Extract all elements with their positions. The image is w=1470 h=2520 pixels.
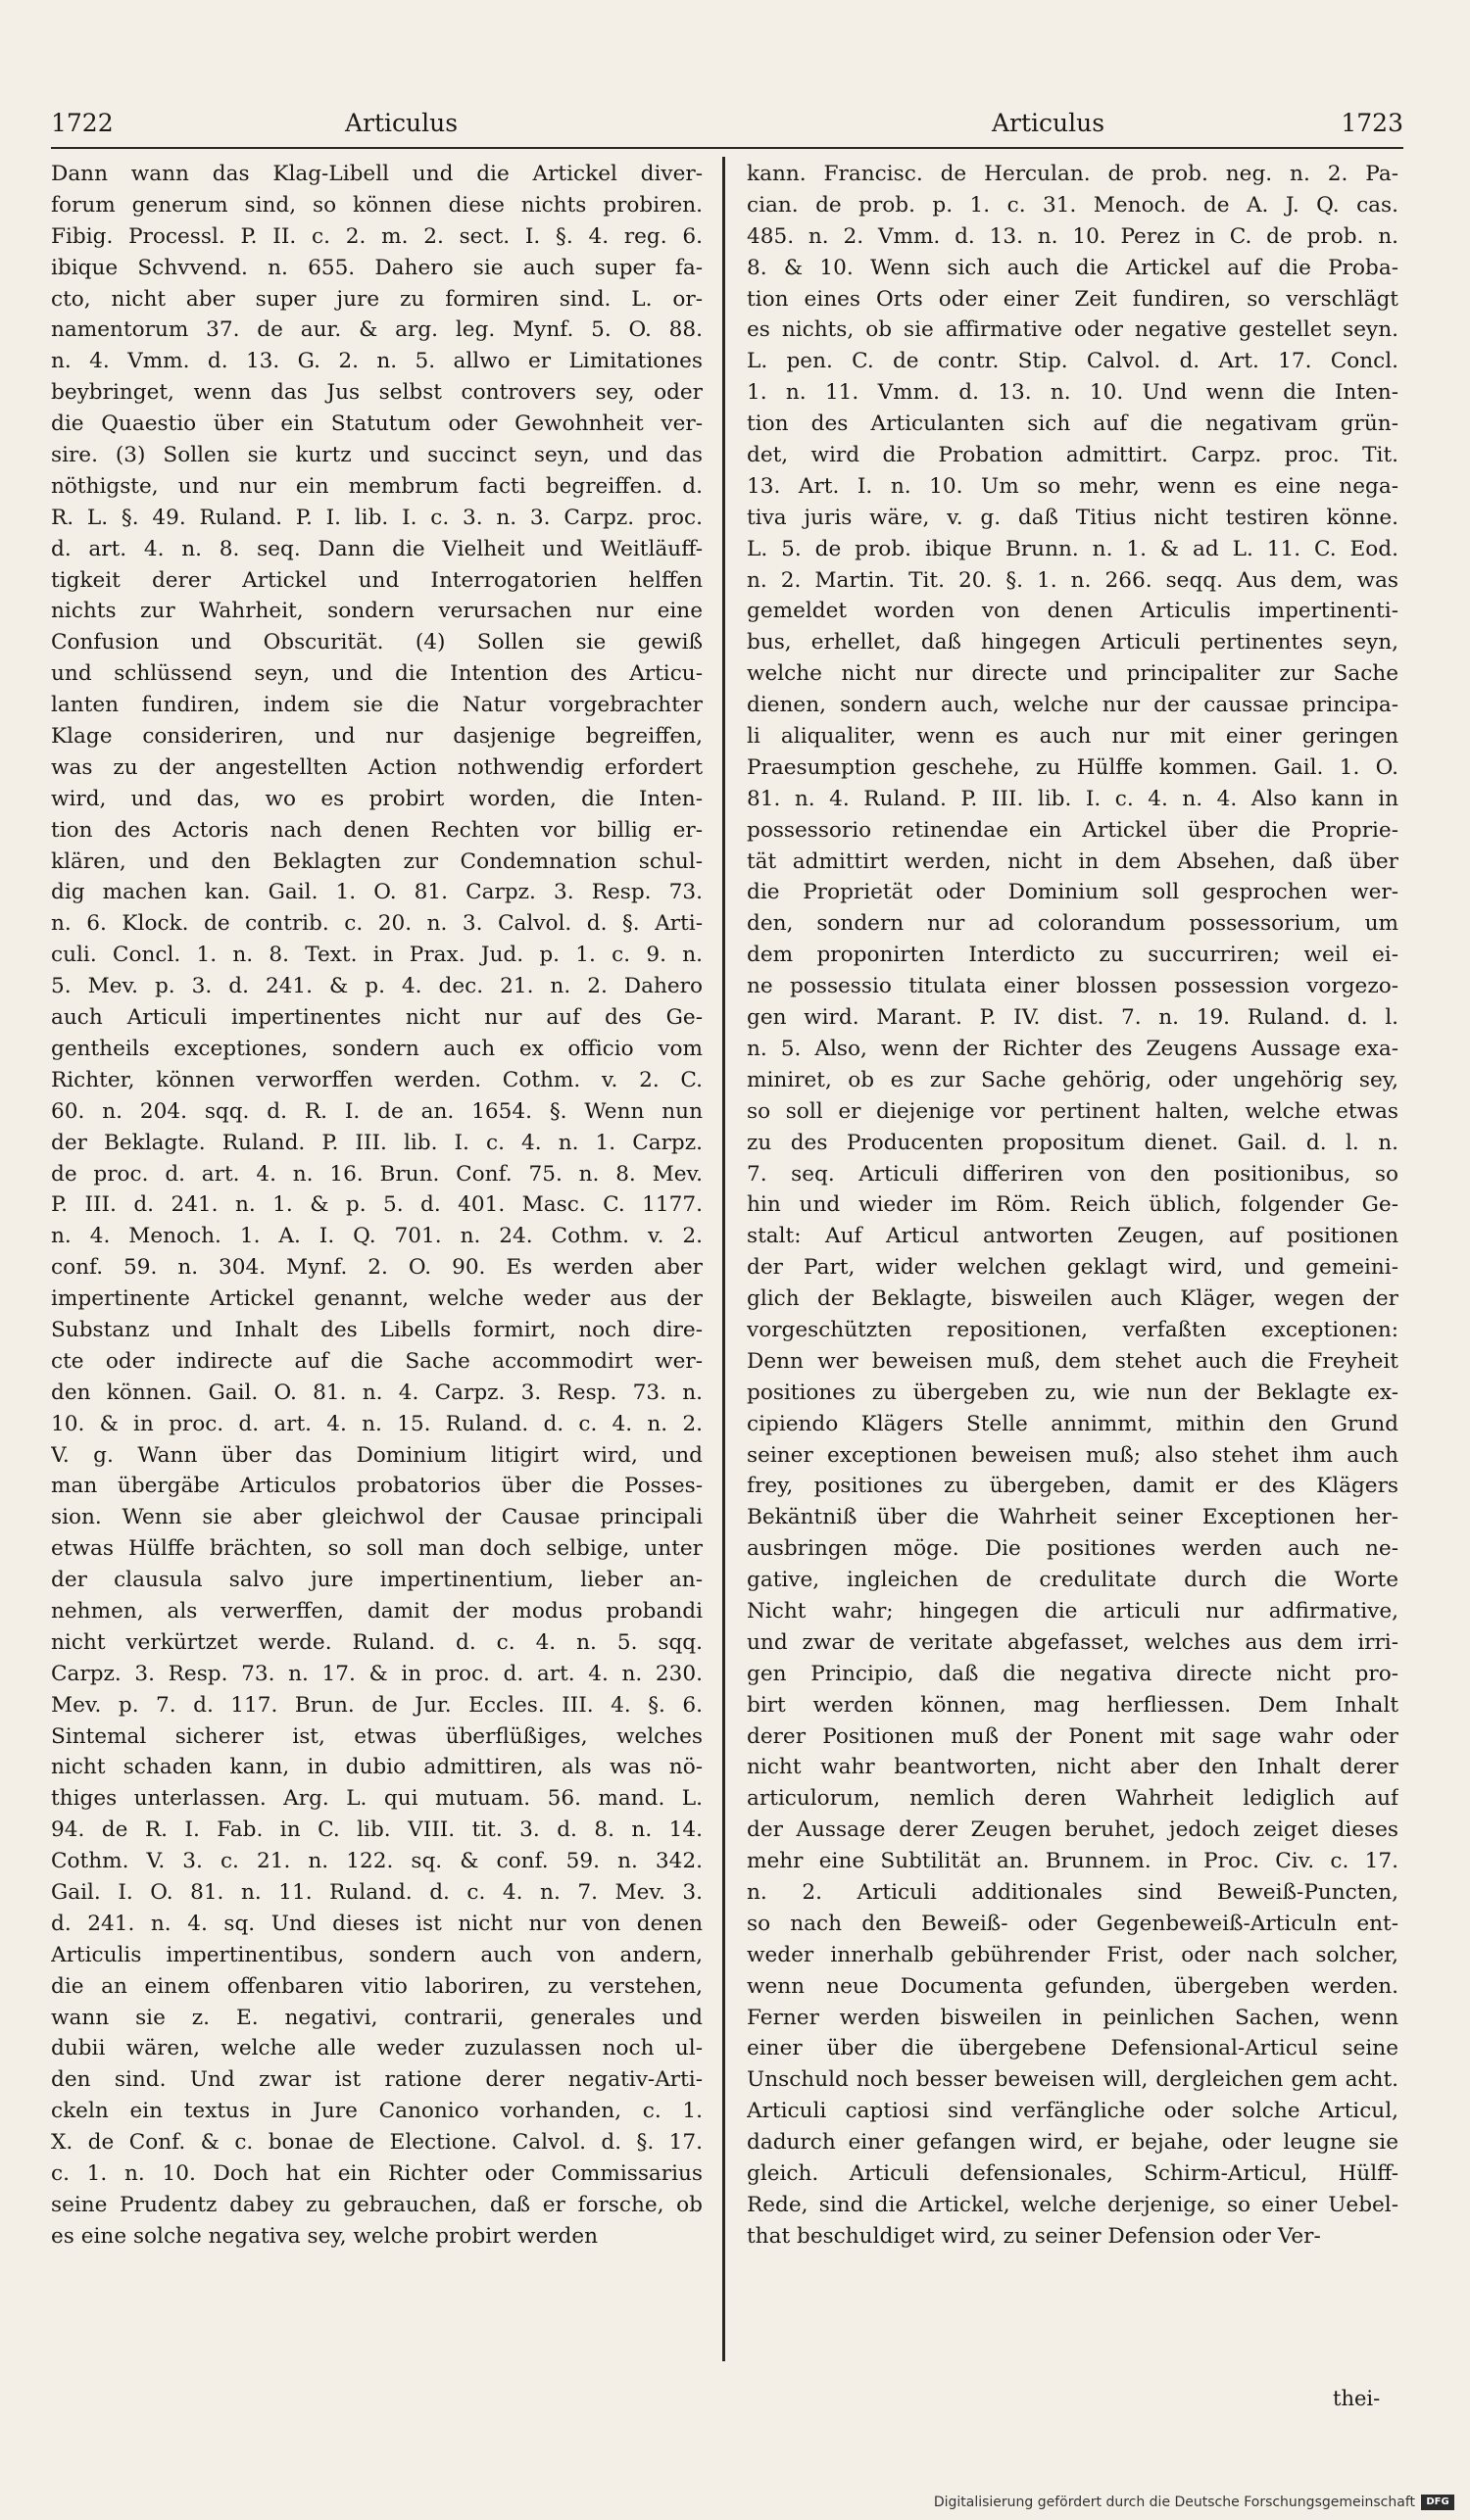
left-column-line: Gail. I. O. 81. n. 11. Ruland. d. c. 4. n. 7. Mev. 3. (51, 1879, 703, 1905)
right-column-line: nicht wahr beantworten, nicht aber den Inhalt derer (747, 1755, 1398, 1780)
header-rule (51, 147, 1403, 149)
left-column-line: Richter, können verworffen werden. Cothm. v. 2. C. (51, 1067, 703, 1092)
right-column-line: ausbringen möge. Die positiones werden auch ne- (747, 1536, 1398, 1562)
left-column-line: Articulis impertinentibus, sondern auch von andern, (51, 1942, 703, 1967)
right-column-line: bus, erhellet, daß hingegen Articuli pertinentes seyn, (747, 630, 1398, 655)
right-column-line: cipiendo Klägers Stelle annimmt, mithin den Grund (747, 1411, 1398, 1436)
left-column-line: Mev. p. 7. d. 117. Brun. de Jur. Eccles. III. 4. §. 6. (51, 1692, 703, 1718)
right-column-line: vorgeschützten repositionen, verfaßten exceptionen: (747, 1317, 1398, 1342)
left-column-line: Carpz. 3. Resp. 73. n. 17. & in proc. d. art. 4. n. 230. (51, 1661, 703, 1686)
right-column-line: L. 5. de prob. ibique Brunn. n. 1. & ad L. 11. C. Eod. (747, 536, 1398, 561)
right-column-line: so nach den Beweiß- oder Gegenbeweiß-Articuln ent- (747, 1911, 1398, 1936)
right-column-line: gleich. Articuli defensionales, Schirm-Articul, Hülff- (747, 2161, 1398, 2186)
dfg-logo: DFG (1421, 2495, 1454, 2510)
right-column-line: dienen, sondern auch, welche nur der caussae principa- (747, 693, 1398, 718)
left-column-line: 10. & in proc. d. art. 4. n. 15. Ruland. d. c. 4. n. 2. (51, 1411, 703, 1436)
right-column-line: tät admittirt werden, nicht in dem Absehen, daß über (747, 848, 1398, 874)
left-column-line: sire. (3) Sollen sie kurtz und succinct seyn, und das (51, 443, 703, 468)
column-divider (722, 157, 725, 2361)
left-column-line: was zu der angestellten Action nothwendig erfordert (51, 754, 703, 780)
right-column-line: 13. Art. I. n. 10. Um so mehr, wenn es eine nega- (747, 473, 1398, 499)
right-column-line: es nichts, ob sie affirmative oder negative gestellet seyn. (747, 317, 1398, 343)
left-column-line: 94. de R. I. Fab. in C. lib. VIII. tit. 3. d. 8. n. 14. (51, 1817, 703, 1843)
left-column-line: den können. Gail. O. 81. n. 4. Carpz. 3. Resp. 73. n. (51, 1380, 703, 1405)
left-column-line: R. L. §. 49. Ruland. P. I. lib. I. c. 3. n. 3. Carpz. proc. (51, 505, 703, 530)
left-column-line: impertinente Artickel genannt, welche weder aus der (51, 1286, 703, 1312)
left-column-line: Sintemal sicherer ist, etwas überflüßiges, welches (51, 1723, 703, 1749)
left-column-line: seine Prudentz dabey zu gebrauchen, daß er forsche, ob (51, 2192, 703, 2217)
right-column-line: glich der Beklagte, bisweilen auch Kläger, wegen der (747, 1286, 1398, 1312)
left-column-line: n. 4. Menoch. 1. A. I. Q. 701. n. 24. Cothm. v. 2. (51, 1224, 703, 1249)
left-column-line: nicht schaden kann, in dubio admittiren, als was nö- (51, 1755, 703, 1780)
left-column-line: P. III. d. 241. n. 1. & p. 5. d. 401. Masc. C. 1177. (51, 1192, 703, 1218)
left-column-line: man übergäbe Articulos probatorios über die Posses- (51, 1474, 703, 1499)
right-column-line: 7. seq. Articuli differiren von den positionibus, so (747, 1161, 1398, 1187)
left-column-line: n. 4. Vmm. d. 13. G. 2. n. 5. allwo er Limitationes (51, 349, 703, 374)
left-column-line: Klage consideriren, und nur dasjenige begreiffen, (51, 724, 703, 750)
right-text-column (747, 159, 1398, 2253)
right-column-line: welche nicht nur directe und principaliter zur Sache (747, 661, 1398, 687)
left-column-line: Dann wann das Klag-Libell und die Artickel diver- (51, 162, 703, 186)
left-column-line: Substanz und Inhalt des Libells formirt, noch dire- (51, 1317, 703, 1342)
left-column-line: cte oder indirecte auf die Sache accommodirt wer- (51, 1348, 703, 1374)
left-column-line: Cothm. V. 3. c. 21. n. 122. sq. & conf. 59. n. 342. (51, 1849, 703, 1874)
right-column-line: positiones zu übergeben zu, wie nun der Beklagte ex- (747, 1380, 1398, 1405)
right-column-line: Praesumption geschehe, zu Hülffe kommen. Gail. 1. O. (747, 754, 1398, 780)
left-column-line: ibique Schvvend. n. 655. Dahero sie auch super fa- (51, 255, 703, 280)
left-column-line: tigkeit derer Artickel und Interrogatorien helffen (51, 567, 703, 593)
left-column-line: cto, nicht aber super jure zu formiren sind. L. or- (51, 286, 703, 312)
right-column-line: tion des Articulanten sich auf die negativam grün- (747, 412, 1398, 437)
right-column-line: stalt: Auf Articul antworten Zeugen, auf positionen (747, 1224, 1398, 1249)
left-column-line: der clausula salvo jure impertinentium, lieber an- (51, 1568, 703, 1593)
left-column-line: d. art. 4. n. 8. seq. Dann die Vielheit und Weitläuff- (51, 536, 703, 561)
left-column-line: klären, und den Beklagten zur Condemnation schul- (51, 848, 703, 874)
right-column-line: n. 2. Articuli additionales sind Beweiß-Puncten, (747, 1879, 1398, 1905)
page-number-left: 1722 (51, 109, 114, 137)
footer-credit: Digitalisierung gefördert durch die Deutsche Forschungsgemeinschaft (933, 2495, 1415, 2510)
right-column-line: Rede, sind die Artickel, welche derjenige, so einer Uebel- (747, 2192, 1398, 2217)
right-column-line: seiner exceptionen beweisen muß; also stehet ihm auch (747, 1442, 1398, 1468)
left-column-line: dig machen kan. Gail. 1. O. 81. Carpz. 3. Resp. 73. (51, 880, 703, 905)
right-column-line: zu des Producenten propositum dienet. Gail. d. l. n. (747, 1130, 1398, 1155)
left-column-line: Confusion und Obscurität. (4) Sollen sie gewiß (51, 630, 703, 655)
left-column-line: conf. 59. n. 304. Mynf. 2. O. 90. Es werden aber (51, 1255, 703, 1281)
left-column-line: den sind. Und zwar ist ratione derer negativ-Arti- (51, 2067, 703, 2093)
left-column-line: sion. Wenn sie aber gleichwol der Causae principali (51, 1505, 703, 1530)
right-column-line: so soll er diejenige vor pertinent halten, welche etwas (747, 1098, 1398, 1124)
right-column-line: Articuli captiosi sind verfängliche oder solche Articul, (747, 2099, 1398, 2124)
right-column-line: kann. Francisc. de Herculan. de prob. neg. n. 2. Pa- (747, 162, 1398, 186)
left-column-line: etwas Hülffe brächten, so soll man doch selbige, unter (51, 1536, 703, 1562)
right-column-line: possessorio retinendae ein Artickel über die Proprie- (747, 817, 1398, 843)
right-column-line: ne possessio titulata einer blossen possession vorgezo- (747, 974, 1398, 999)
right-column-line: frey, positiones zu übergeben, damit er des Klägers (747, 1474, 1398, 1499)
left-column-line: und schlüssend seyn, und die Intention des Articu- (51, 661, 703, 687)
left-column-line: nicht verkürtzet werde. Ruland. d. c. 4. n. 5. sqq. (51, 1629, 703, 1655)
right-column-line: derer Positionen muß der Ponent mit sage wahr oder (747, 1723, 1398, 1749)
left-column-line: auch Articuli impertinentes nicht nur auf des Ge- (51, 1005, 703, 1031)
right-column-line: n. 5. Also, wenn der Richter des Zeugens Aussage exa- (747, 1036, 1398, 1061)
left-column-line: 5. Mev. p. 3. d. 241. & p. 4. dec. 21. n. 2. Dahero (51, 974, 703, 999)
right-column-line: that beschuldiget wird, zu seiner Defension oder Ver- (747, 2223, 1321, 2249)
left-column-line: culi. Concl. 1. n. 8. Text. in Prax. Jud. p. 1. c. 9. n. (51, 943, 703, 968)
right-column-line: wenn neue Documenta gefunden, übergeben werden. (747, 1973, 1398, 1999)
left-column-line: die Quaestio über ein Statutum oder Gewohnheit ver- (51, 412, 703, 437)
digitization-footer (934, 2495, 1454, 2510)
left-column-line: n. 6. Klock. de contrib. c. 20. n. 3. Calvol. d. §. Arti- (51, 911, 703, 937)
right-column-line: und zwar de veritate abgefasset, welches aus dem irri- (747, 1629, 1398, 1655)
right-column-line: cian. de prob. p. 1. c. 31. Menoch. de A. J. Q. cas. (747, 192, 1398, 218)
left-column-line: V. g. Wann über das Dominium litigirt wird, und (51, 1442, 703, 1468)
left-column-line: 60. n. 204. sqq. d. R. I. de an. 1654. §. Wenn nun (51, 1098, 703, 1124)
right-column-line: birt werden können, mag herfliessen. Dem Inhalt (747, 1692, 1398, 1718)
right-column-line: det, wird die Probation admittirt. Carpz. proc. Tit. (747, 443, 1398, 468)
right-column-line: Denn wer beweisen muß, dem stehet auch die Freyheit (747, 1348, 1398, 1374)
left-column-line: der Beklagte. Ruland. P. III. lib. I. c. 4. n. 1. Carpz. (51, 1130, 703, 1155)
left-column-line: lanten fundiren, indem sie die Natur vorgebrachter (51, 693, 703, 718)
left-text-column (51, 159, 703, 2253)
left-column-line: forum generum sind, so können diese nichts probiren. (51, 192, 703, 218)
right-column-line: L. pen. C. de contr. Stip. Calvol. d. Art. 17. Concl. (747, 349, 1398, 374)
left-column-line: wann sie z. E. negativi, contrarii, generales und (51, 2005, 703, 2030)
right-column-line: weder innerhalb gebührender Frist, oder nach solcher, (747, 1942, 1398, 1967)
right-column-line: 1. n. 11. Vmm. d. 13. n. 10. Und wenn die Inten- (747, 380, 1398, 406)
left-column-line: die an einem offenbaren vitio laboriren, zu verstehen, (51, 1973, 703, 1999)
left-column-line: gentheils exceptiones, sondern auch ex officio vom (51, 1036, 703, 1061)
right-column-line: der Part, wider welchen geklagt wird, und gemeini- (747, 1255, 1398, 1281)
left-column-line: nichts zur Wahrheit, sondern verursachen nur eine (51, 599, 703, 624)
left-column-line: namentorum 37. de aur. & arg. leg. Mynf. 5. O. 88. (51, 317, 703, 343)
left-column-line: de proc. d. art. 4. n. 16. Brun. Conf. 75. n. 8. Mev. (51, 1161, 703, 1187)
left-column-line: X. de Conf. & c. bonae de Electione. Calvol. d. §. 17. (51, 2130, 703, 2156)
left-column-line: Fibig. Processl. P. II. c. 2. m. 2. sect. I. §. 4. reg. 6. (51, 223, 703, 249)
left-column-line: d. 241. n. 4. sq. Und dieses ist nicht nur von denen (51, 1911, 703, 1936)
running-title-left: Articulus (345, 109, 459, 137)
page-number-right: 1723 (1341, 109, 1403, 137)
left-column-line: nehmen, als verwerffen, damit der modus probandi (51, 1598, 703, 1623)
left-column-line: tion des Actoris nach denen Rechten vor billig er- (51, 817, 703, 843)
left-column-line: dubii wären, welche alle weder zuzulassen noch ul- (51, 2036, 703, 2061)
right-column-line: n. 2. Martin. Tit. 20. §. 1. n. 266. seqq. Aus dem, was (747, 567, 1398, 593)
catchword: thei- (1333, 2387, 1381, 2410)
right-column-line: Bekäntniß über die Wahrheit seiner Exceptionen her- (747, 1505, 1398, 1530)
right-column-line: 8. & 10. Wenn sich auch die Artickel auf die Proba- (747, 255, 1398, 280)
right-column-line: gen Principio, daß die negativa directe nicht pro- (747, 1661, 1398, 1686)
right-column-line: Ferner werden bisweilen in peinlichen Sachen, wenn (747, 2005, 1398, 2030)
right-column-line: mehr eine Subtilität an. Brunnem. in Proc. Civ. c. 17. (747, 1849, 1398, 1874)
left-column-line: beybringet, wenn das Jus selbst controvers sey, oder (51, 380, 703, 406)
right-column-line: den, sondern nur ad colorandum possessorium, um (747, 911, 1398, 937)
right-column-line: gen wird. Marant. P. IV. dist. 7. n. 19. Ruland. d. l. (747, 1005, 1398, 1031)
right-column-line: dadurch einer gefangen wird, er bejahe, oder leugne sie (747, 2130, 1398, 2156)
left-column-line: thiges unterlassen. Arg. L. qui mutuam. 56. mand. L. (51, 1786, 703, 1812)
left-column-line: c. 1. n. 10. Doch hat ein Richter oder Commissarius (51, 2161, 703, 2186)
right-column-line: der Aussage derer Zeugen beruhet, jedoch zeiget dieses (747, 1817, 1398, 1843)
right-column-line: 485. n. 2. Vmm. d. 13. n. 10. Perez in C. de prob. n. (747, 223, 1398, 249)
right-column-line: dem proponirten Interdicto zu succurriren; weil ei- (747, 943, 1398, 968)
right-column-line: articulorum, nemlich deren Wahrheit lediglich auf (747, 1786, 1398, 1812)
right-column-line: li aliqualiter, wenn es auch nur mit einer geringen (747, 724, 1398, 750)
right-column-line: Unschuld noch besser beweisen will, dergleichen gem acht. (747, 2067, 1398, 2093)
running-header (51, 102, 1403, 145)
right-column-line: einer über die übergebene Defensional-Articul seine (747, 2036, 1398, 2061)
right-column-line: tiva juris wäre, v. g. daß Titius nicht testiren könne. (747, 505, 1398, 530)
right-column-line: die Proprietät oder Dominium soll gesprochen wer- (747, 880, 1398, 905)
right-column-line: 81. n. 4. Ruland. P. III. lib. I. c. 4. n. 4. Also kann in (747, 786, 1398, 811)
left-column-line: wird, und das, wo es probirt worden, die Inten- (51, 786, 703, 811)
right-column-line: gative, ingleichen de credulitate durch die Worte (747, 1568, 1398, 1593)
right-column-line: tion eines Orts oder einer Zeit fundiren, so verschlägt (747, 286, 1398, 312)
left-column-line: es eine solche negativa sey, welche probirt werden (51, 2223, 599, 2249)
left-column-line: nöthigste, und nur ein membrum facti begreiffen. d. (51, 473, 703, 499)
right-column-line: hin und wieder im Röm. Reich üblich, folgender Ge- (747, 1192, 1398, 1218)
right-column-line: Nicht wahr; hingegen die articuli nur adfirmative, (747, 1598, 1398, 1623)
left-column-line: ckeln ein textus in Jure Canonico vorhanden, c. 1. (51, 2099, 703, 2124)
running-title-right: Articulus (992, 109, 1105, 137)
right-column-line: gemeldet worden von denen Articulis impertinenti- (747, 599, 1398, 624)
right-column-line: miniret, ob es zur Sache gehörig, oder ungehörig sey, (747, 1067, 1398, 1092)
